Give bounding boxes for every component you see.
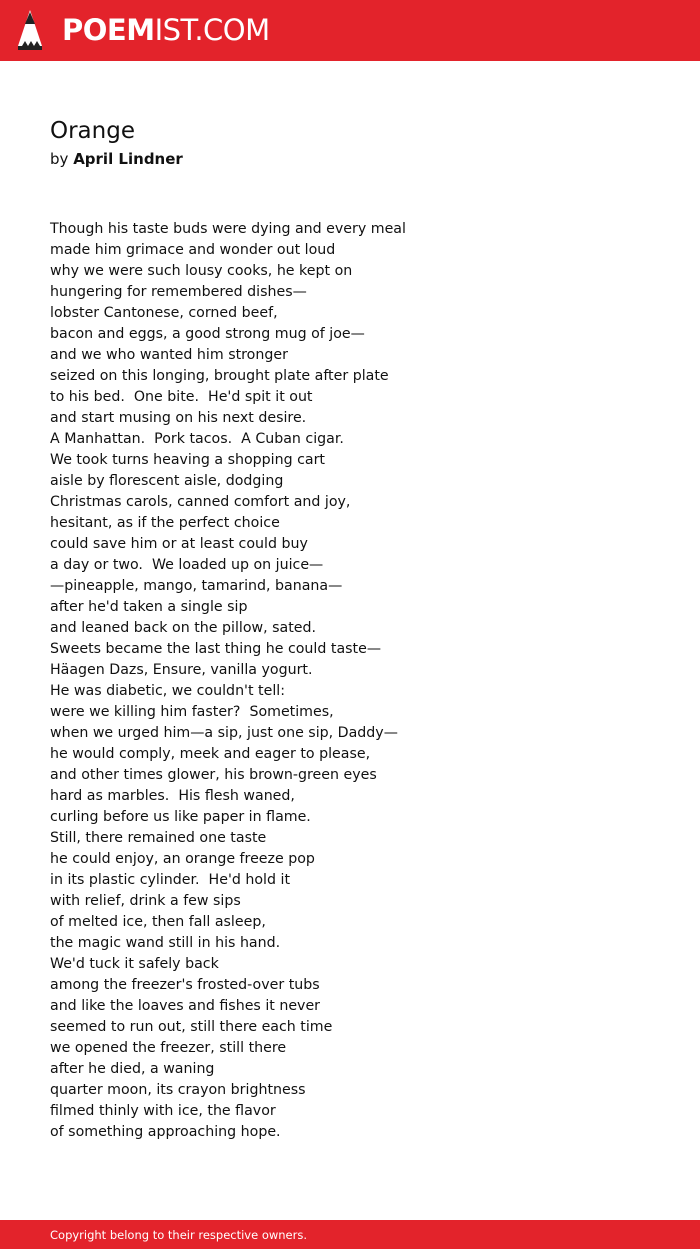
poem-line: quarter moon, its crayon brightness — [50, 1082, 306, 1098]
poem-line: we opened the freezer, still there — [50, 1040, 287, 1056]
poem-title: Orange — [50, 118, 135, 144]
poem-line: and start musing on his next desire. — [50, 410, 307, 426]
poem-line: the magic wand still in his hand. — [50, 935, 281, 951]
poem-line: in its plastic cylinder. He'd hold it — [50, 872, 291, 888]
poem-line: of melted ice, then fall asleep, — [50, 914, 266, 930]
poem-line: Christmas carols, canned comfort and joy, — [50, 494, 351, 510]
poem-line: made him grimace and wonder out loud — [50, 242, 336, 258]
poem-line: bacon and eggs, a good strong mug of joe— — [50, 326, 365, 342]
poem-line: We took turns heaving a shopping cart — [50, 452, 325, 468]
poem-line: were we killing him faster? Sometimes, — [50, 704, 334, 720]
poem-line: Still, there remained one taste — [50, 830, 267, 846]
poem-line: of something approaching hope. — [50, 1124, 281, 1140]
poem-line: and like the loaves and fishes it never — [50, 998, 321, 1014]
byline — [50, 148, 183, 170]
footer — [0, 1220, 700, 1249]
poem-line: to his bed. One bite. He'd spit it out — [50, 389, 313, 405]
by-label: by — [50, 150, 69, 168]
poem-line: curling before us like paper in flame. — [50, 809, 311, 825]
poem-line: aisle by florescent aisle, dodging — [50, 473, 284, 489]
poem-line: he would comply, meek and eager to please, — [50, 746, 371, 762]
poem-line: with relief, drink a few sips — [50, 893, 241, 909]
poem-line: when we urged him—a sip, just one sip, Daddy— — [50, 725, 398, 741]
poem-line: he could enjoy, an orange freeze pop — [50, 851, 315, 867]
poem-line: could save him or at least could buy — [50, 536, 308, 552]
copyright-text: Copyright belong to their respective owners. — [50, 1228, 308, 1242]
brand-logo[interactable] — [62, 12, 270, 48]
poem-line: filmed thinly with ice, the flavor — [50, 1103, 276, 1119]
poem-line: hesitant, as if the perfect choice — [50, 515, 280, 531]
poem-line: hard as marbles. His flesh waned, — [50, 788, 295, 804]
poem-line: Though his taste buds were dying and every meal — [50, 221, 406, 237]
poem-line: among the freezer's frosted-over tubs — [50, 977, 320, 993]
poem-line: after he'd taken a single sip — [50, 599, 248, 615]
poem-line: seemed to run out, still there each time — [50, 1019, 333, 1035]
brand-name-bold: POEM — [62, 13, 155, 47]
poem-line: lobster Cantonese, corned beef, — [50, 305, 278, 321]
poem-line: and we who wanted him stronger — [50, 347, 288, 363]
brand-name-light: IST.COM — [154, 13, 270, 47]
poem-line: hungering for remembered dishes— — [50, 284, 307, 300]
poem-line: Häagen Dazs, Ensure, vanilla yogurt. — [50, 662, 313, 678]
poem-line: and leaned back on the pillow, sated. — [50, 620, 317, 636]
poem-line: and other times glower, his brown-green eyes — [50, 767, 377, 783]
top-bar — [0, 0, 700, 61]
poem-line: He was diabetic, we couldn't tell: — [50, 683, 285, 699]
poem-line: A Manhattan. Pork tacos. A Cuban cigar. — [50, 431, 344, 447]
author-name: April Lindner — [73, 150, 183, 168]
poem-line: a day or two. We loaded up on juice— — [50, 557, 324, 573]
poem-line: why we were such lousy cooks, he kept on — [50, 263, 353, 279]
pencil-icon[interactable] — [18, 10, 42, 50]
poem-body — [50, 219, 650, 1143]
poem-line: —pineapple, mango, tamarind, banana— — [50, 578, 343, 594]
poem-line: after he died, a waning — [50, 1061, 215, 1077]
poem-line: Sweets became the last thing he could taste— — [50, 641, 382, 657]
poem-line: seized on this longing, brought plate after plate — [50, 368, 389, 384]
poem-line: We'd tuck it safely back — [50, 956, 219, 972]
